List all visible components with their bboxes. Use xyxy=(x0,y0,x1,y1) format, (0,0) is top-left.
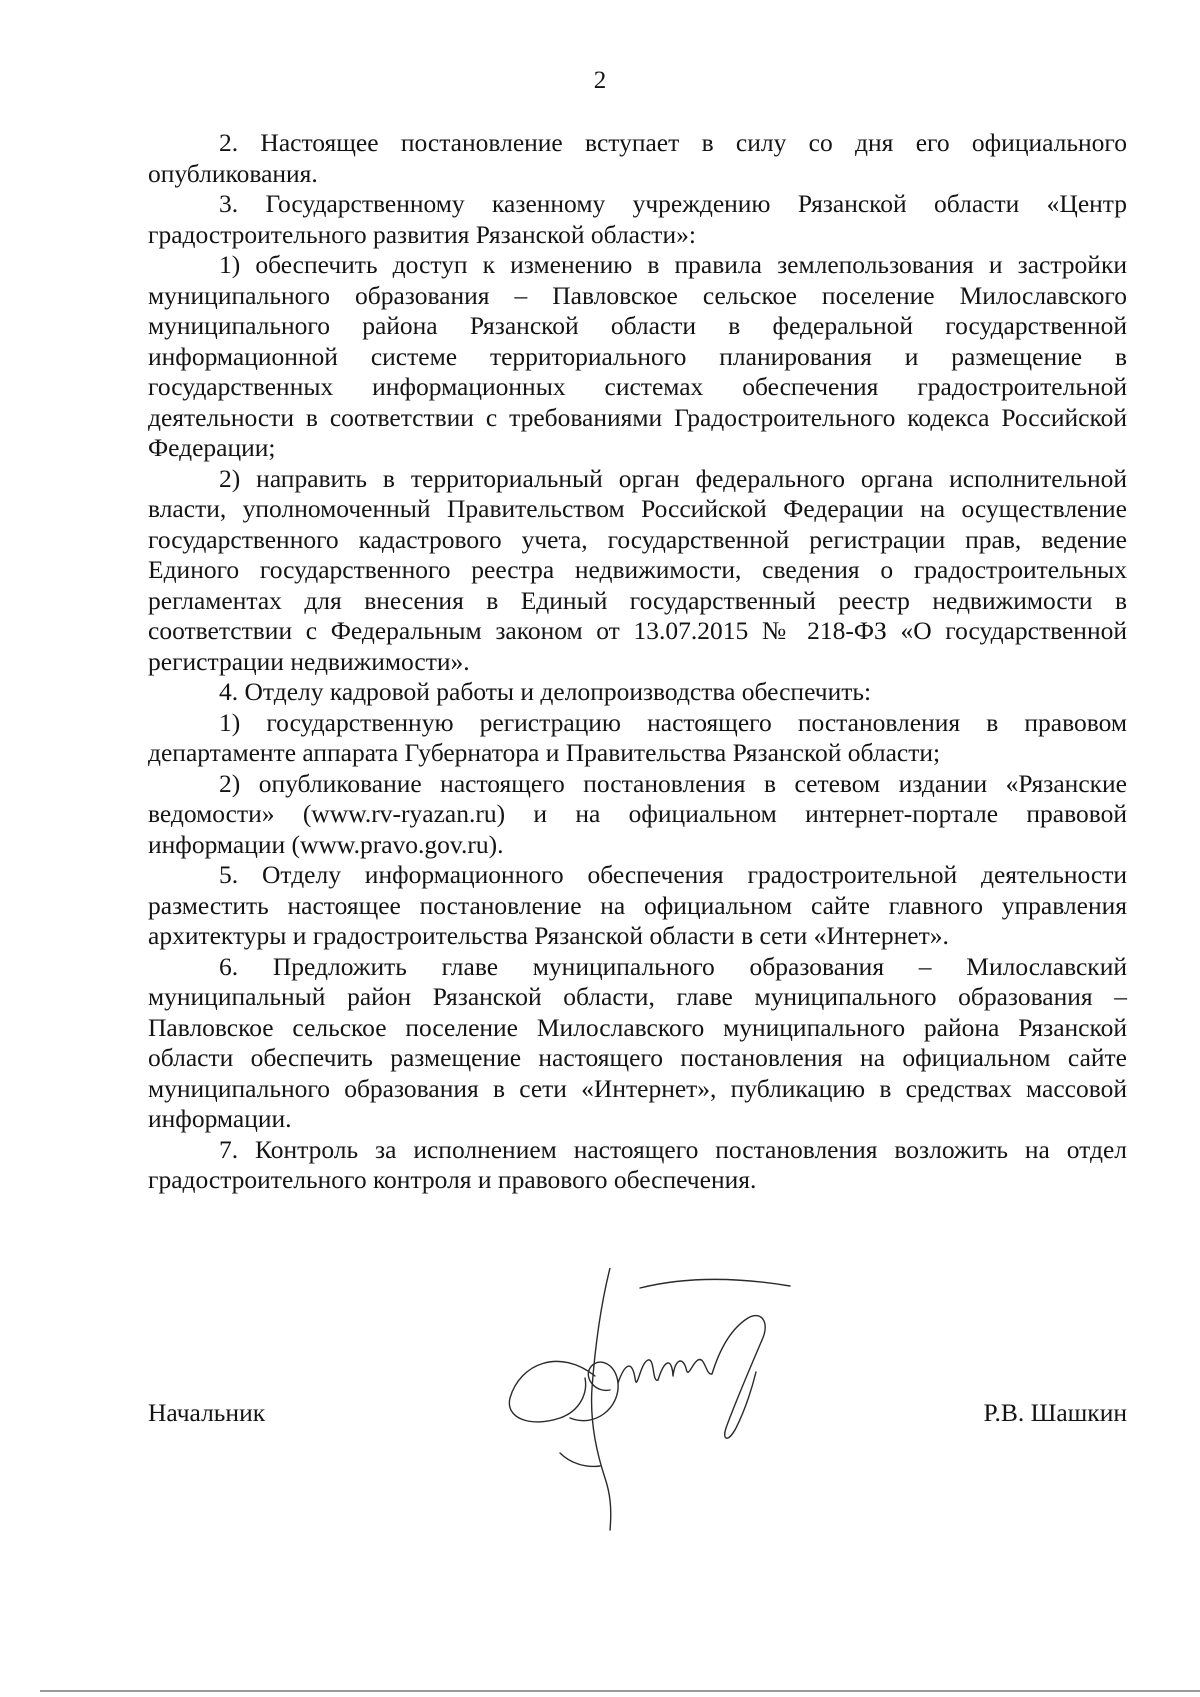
paragraph-6: 6. Предложить главе муниципального образования – Милославский муниципальный район Рязанской области, главе муниципального образования – Павловское сельское поселение Милославского муниципального района Рязанской области обеспечить размещение настоящего постановления на официальном сайте муниципального образования в сети «Интернет», публикацию в средствах массовой информации. xyxy=(148,951,1127,1133)
document-body xyxy=(148,128,1127,1196)
paragraph-4: 4. Отделу кадровой работы и делопроизводства обеспечить: xyxy=(219,677,872,706)
signature-block xyxy=(148,1398,1127,1438)
paragraph-3-item-2: 2) направить в территориальный орган федерального органа исполнительной власти, уполномоченный Правительством Российской Федерации на осуществление государственного кадастрового учета, государственной регистрации прав, ведение Единого государственного реестра недвижимости, сведения о градостроительных регламентах для внесения в Единый государственный реестр недвижимости в соответствии с Федеральным законом от 13.07.2015 № 218-ФЗ «О государственной регистрации недвижимости». xyxy=(148,463,1127,676)
page-number: 2 xyxy=(593,67,607,94)
paragraph-2: 2. Настоящее постановление вступает в силу со дня его официального опубликования. xyxy=(148,128,1127,188)
paragraph-7: 7. Контроль за исполнением настоящего постановления возложить на отдел градостроительного контроля и правового обеспечения. xyxy=(148,1134,1127,1194)
paragraph-3: 3. Государственному казенному учреждению Рязанской области «Центр градостроительного развития Рязанской области»: xyxy=(148,189,1127,249)
paragraph-5: 5. Отделу информационного обеспечения градостроительной деятельности разместить настоящее постановление на официальном сайте главного управления архитектуры и градостроительства Рязанской области в сети «Интернет». xyxy=(148,860,1127,950)
signatory-name: Р.В. Шашкин xyxy=(983,1398,1127,1427)
paragraph-3-item-1: 1) обеспечить доступ к изменению в правила землепользования и застройки муниципального образования – Павловское сельское поселение Милославского муниципального района Рязанской области в федеральной государственной информационной системе территориального планирования и размещение в государственных информационных системах обеспечения градостроительной деятельности в соответствии с требованиями Градостроительного кодекса Российской Федерации; xyxy=(148,250,1127,462)
bottom-divider xyxy=(40,1690,1200,1692)
paragraph-4-item-2: 2) опубликование настоящего постановления в сетевом издании «Рязанские ведомости» (www.rv-ryazan.ru) и на официальном интернет-портале правовой информации (www.pravo.gov.ru). xyxy=(148,768,1127,859)
signatory-title: Начальник xyxy=(148,1398,266,1427)
paragraph-4-item-1: 1) государственную регистрацию настоящего постановления в правовом департаменте аппарата Губернатора и Правительства Рязанской области; xyxy=(148,707,1127,767)
